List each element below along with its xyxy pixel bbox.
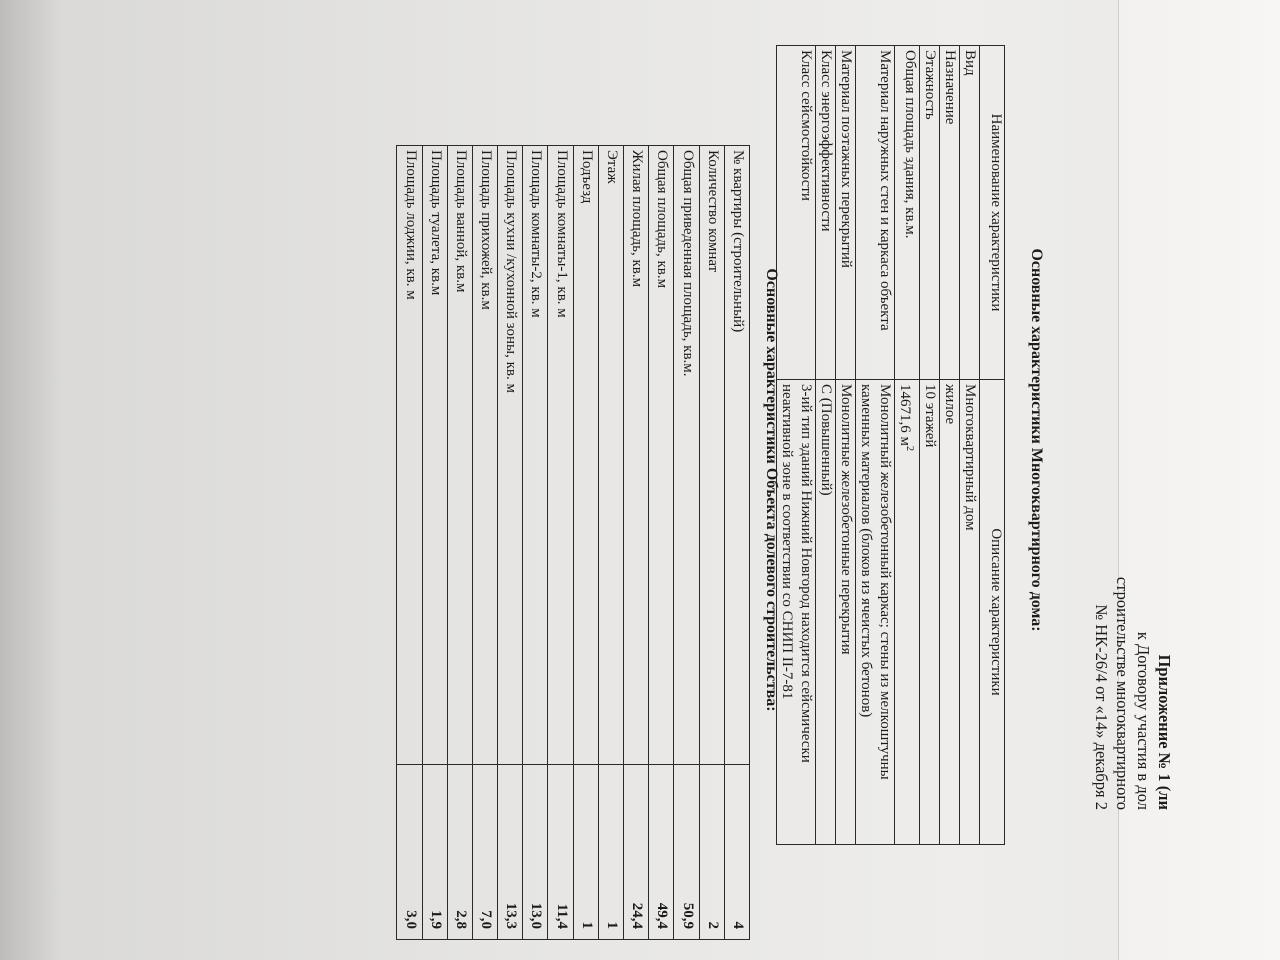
table-row: [920, 46, 940, 845]
row-name: № квартиры (строительный): [724, 146, 749, 765]
row-value: 2: [699, 765, 724, 940]
row-value: 1,9: [422, 765, 447, 940]
row-name: Количество комнат: [699, 146, 724, 765]
header-line-3: строительстве многоквартирного: [1113, 576, 1132, 810]
table-row: [397, 146, 422, 940]
row-value: 1: [598, 765, 623, 940]
row-name: Жилая площадь, кв.м: [624, 146, 649, 765]
rotated-document: [210, 0, 1174, 929]
row-name: Площадь комнаты-2, кв. м: [523, 146, 548, 765]
row-name: Подъезд: [573, 146, 598, 765]
row-value: 1: [573, 765, 598, 940]
row-value: 13,3: [498, 765, 523, 940]
header-line-4: № НК-26/4 от «14» декабря 2: [1092, 604, 1111, 810]
row-value: [895, 380, 920, 845]
row-value: Монолитные железобетонные перекрытия: [836, 380, 856, 845]
section1-title: Основные характеристики Многоквартирного дома:: [1028, 248, 1045, 632]
row-value: жилое: [940, 380, 960, 845]
column-header-description: Описание характеристики: [980, 380, 1005, 845]
row-name: Общая приведенная площадь, кв.м.: [674, 146, 699, 765]
header-line-2: к Договору участия в дол: [1134, 631, 1153, 810]
table-row: [960, 46, 980, 845]
row-name: Назначение: [940, 46, 960, 380]
column-header-name: Наименование характеристики: [980, 46, 1005, 380]
row-value: 3-ий тип зданий Нижний Новгород находится сейсмически неактивной зоне в соответствии со СНИП II-7-81: [777, 380, 816, 845]
row-name: Этаж: [598, 146, 623, 765]
table-header-row: [980, 46, 1005, 845]
area-value: 14671,6 м: [897, 384, 913, 446]
table-row: [856, 46, 895, 845]
table-row: [422, 146, 447, 940]
row-name: Общая площадь здания, кв.м.: [895, 46, 920, 380]
apartment-characteristics-table: [396, 145, 750, 940]
table-row: [598, 146, 623, 940]
row-name: Площадь лоджии, кв. м: [397, 146, 422, 765]
table-row: [895, 46, 920, 845]
row-name: Материал поэтажных перекрытий: [836, 46, 856, 380]
row-value: 50,9: [674, 765, 699, 940]
table-row: [447, 146, 472, 940]
row-name: Площадь туалета, кв.м: [422, 146, 447, 765]
row-name: Этажность: [920, 46, 940, 380]
page-shadow: [0, 0, 60, 960]
row-name: Класс сейсмостойкости: [777, 46, 816, 380]
table-row: [724, 146, 749, 940]
table-row: [548, 146, 573, 940]
row-value: 24,4: [624, 765, 649, 940]
row-name: Площадь прихожей, кв.м: [472, 146, 497, 765]
table-row: [940, 46, 960, 845]
row-value: Монолитный железобетонный каркас; стены из мелкоштучны каменных материалов (блоков из ячеистых бетонов): [856, 380, 895, 845]
appendix-header: [1091, 210, 1175, 810]
row-value: 2,8: [447, 765, 472, 940]
row-value: 11,4: [548, 765, 573, 940]
area-superscript: 2: [904, 446, 915, 451]
table-row: [674, 146, 699, 940]
section2-title: Основные характеристики Объекта долевого строительства:: [763, 268, 780, 712]
row-value: 13,0: [523, 765, 548, 940]
row-name: Класс энергоэффективности: [816, 46, 836, 380]
row-value: 10 этажей: [920, 380, 940, 845]
table-row: [498, 146, 523, 940]
table-row: [573, 146, 598, 940]
table-row: [777, 46, 816, 845]
row-value: 49,4: [649, 765, 674, 940]
table-row: [624, 146, 649, 940]
row-value: 7,0: [472, 765, 497, 940]
table-row: [699, 146, 724, 940]
building-characteristics-table: [776, 45, 1005, 845]
row-value: 4: [724, 765, 749, 940]
table-row: [472, 146, 497, 940]
table-row: [836, 46, 856, 845]
row-name: Площадь ванной, кв.м: [447, 146, 472, 765]
table-row: [649, 146, 674, 940]
row-name: Площадь комнаты-1, кв. м: [548, 146, 573, 765]
header-line-1: Приложение № 1 (ли: [1155, 654, 1174, 810]
table-row: [523, 146, 548, 940]
row-value: 3,0: [397, 765, 422, 940]
row-name: Площадь кухни /кухонной зоны, кв. м: [498, 146, 523, 765]
table-row: [816, 46, 836, 845]
row-name: Вид: [960, 46, 980, 380]
row-name: Общая площадь, кв.м: [649, 146, 674, 765]
row-name: Материал наружных стен и каркаса объекта: [856, 46, 895, 380]
row-value: Многоквартирный дом: [960, 380, 980, 845]
row-value: С (Повышенный): [816, 380, 836, 845]
